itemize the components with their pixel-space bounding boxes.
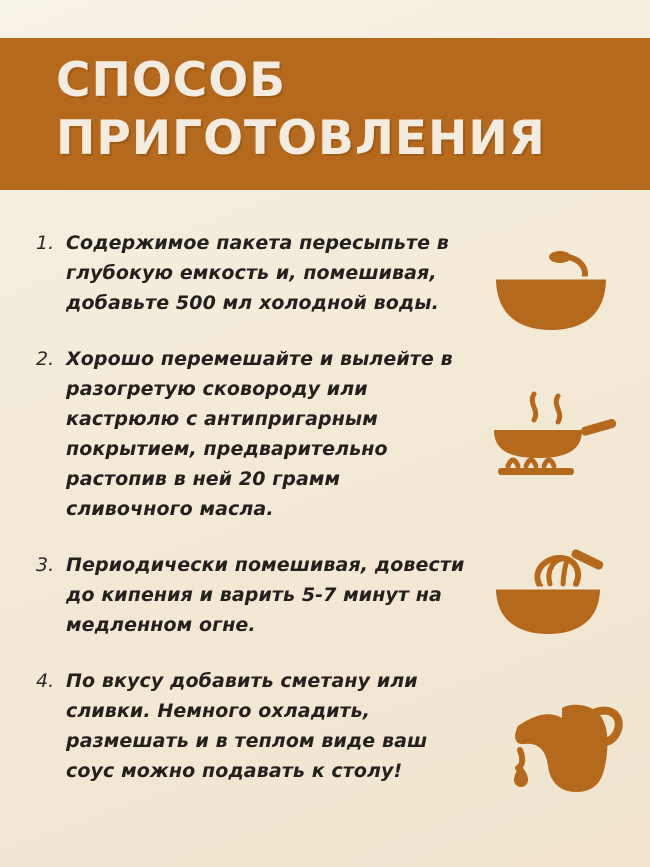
list-item	[36, 228, 466, 318]
mixing-bowl-icon	[488, 246, 618, 346]
list-item	[36, 344, 466, 524]
step-text: По вкусу добавить сметану или сливки. Немного охладить, размешать и в теплом виде ваш соус можно подавать к столу!	[66, 670, 428, 782]
list-item	[36, 666, 466, 786]
step-text: Периодически помешивая, довести до кипения и варить 5-7 минут на медленном огне.	[66, 554, 465, 636]
list-item	[36, 550, 466, 640]
whisk-bowl-icon	[488, 546, 618, 646]
step-text: Содержимое пакета пересыпьте в глубокую емкость и, помешивая, добавьте 500 мл холодной воды.	[66, 232, 449, 314]
step-number: 3.	[36, 554, 55, 576]
page-title: СПОСОБ ПРИГОТОВЛЕНИЯ	[56, 53, 546, 166]
frying-pan-icon	[488, 386, 618, 486]
pouring-jug-icon	[498, 696, 628, 796]
step-icons	[450, 228, 650, 828]
step-number: 4.	[36, 670, 55, 692]
steps-list	[36, 228, 466, 812]
step-number: 2.	[36, 348, 55, 370]
step-number: 1.	[36, 232, 55, 254]
step-text: Хорошо перемешайте и вылейте в разогретую сковороду или кастрюлю с антипригарным покрытием, предварительно растопив в ней 20 грамм сливочного масла.	[66, 348, 453, 520]
